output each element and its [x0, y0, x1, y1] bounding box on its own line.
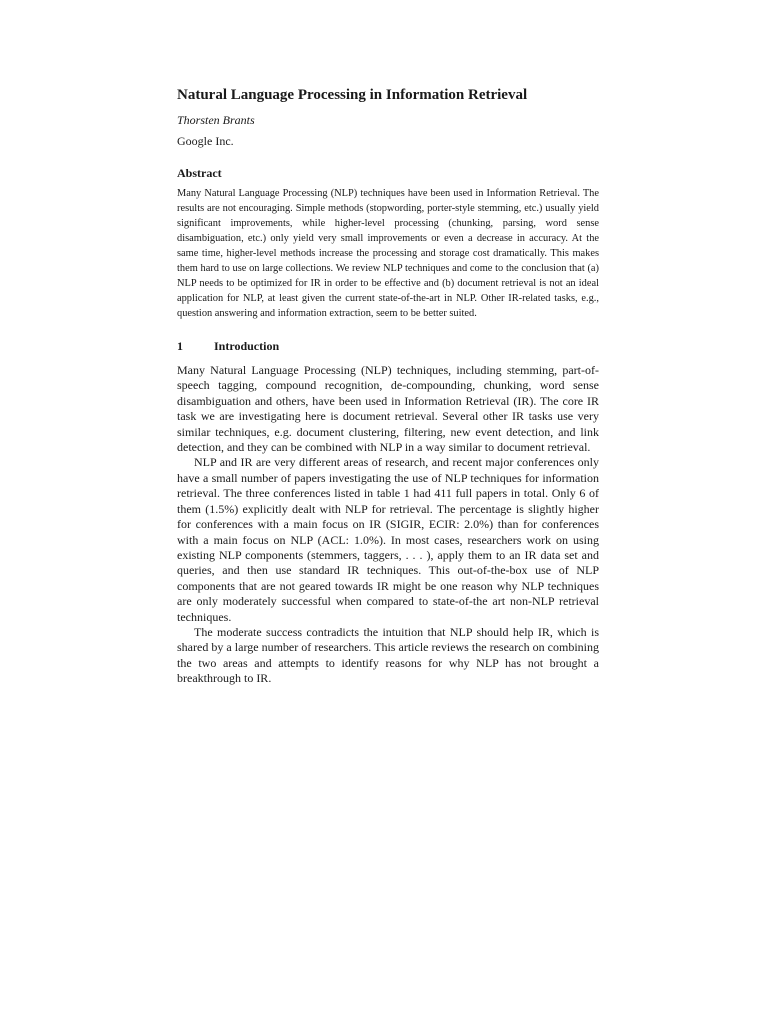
author-affiliation: Google Inc. [177, 134, 234, 149]
section-heading [177, 339, 599, 355]
section-number: 1 [177, 339, 183, 354]
paper-title: Natural Language Processing in Information Retrieval [177, 87, 528, 103]
abstract-heading: Abstract [177, 165, 222, 180]
paper-page [177, 86, 599, 687]
intro-paragraph-1: Many Natural Language Processing (NLP) techniques, including stemming, part-of-speech tagging, compound recognition, de-compounding, chunking, word sense disambiguation and others, have been used in Information Retrieval (IR). The core IR task we are investigating here is document retrieval. Several other IR tasks use very similar techniques, e.g. document clustering, filtering, new event detection, and link detection, and they can be combined with NLP in a way similar to document retrieval. [177, 363, 599, 455]
intro-paragraph-2: NLP and IR are very different areas of research, and recent major conferences only have a small number of papers investigating the use of NLP techniques for information retrieval. The three conferences listed in table 1 had 411 full papers in total. Only 6 of them (1.5%) explicitly dealt with NLP for retrieval. The percentage is slightly higher for conferences with a main focus on IR (SIGIR, ECIR: 2.0%) than for conferences with a main focus on NLP (ACL: 1.0%). In most cases, researchers work on using existing NLP components (stemmers, taggers, . . . ), apply them to an IR data set and queries, and then use standard IR techniques. This out-of-the-box use of NLP components that are not geared towards IR might be one reason why NLP techniques are only moderately successful when compared to state-of-the art non-NLP retrieval techniques. [177, 455, 599, 624]
section-title: Introduction [214, 339, 280, 354]
intro-paragraph-3: The moderate success contradicts the intuition that NLP should help IR, which is shared by a large number of researchers. This article reviews the research on combining the two areas and attempts to identify reasons for why NLP has not brought a breakthrough to IR. [177, 624, 599, 686]
abstract-text: Many Natural Language Processing (NLP) techniques have been used in Information Retrieval. The results are not encouraging. Simple methods (stopwording, porter-style stemming, etc.) usually yield significant improvements, while higher-level processing (chunking, parsing, word sense disambiguation, etc.) only yield very small improvements or even a decrease in accuracy. At the same time, higher-level methods increase the processing and storage cost dramatically. This makes them hard to use on large collections. We review NLP techniques and come to the conclusion that (a) NLP needs to be optimized for IR in order to be effective and (b) document retrieval is not an ideal application for NLP, at least given the current state-of-the-art in NLP. Other IR-related tasks, e.g., question answering and information extraction, seem to be better suited. [177, 188, 599, 319]
author-name: Thorsten Brants [177, 112, 255, 127]
